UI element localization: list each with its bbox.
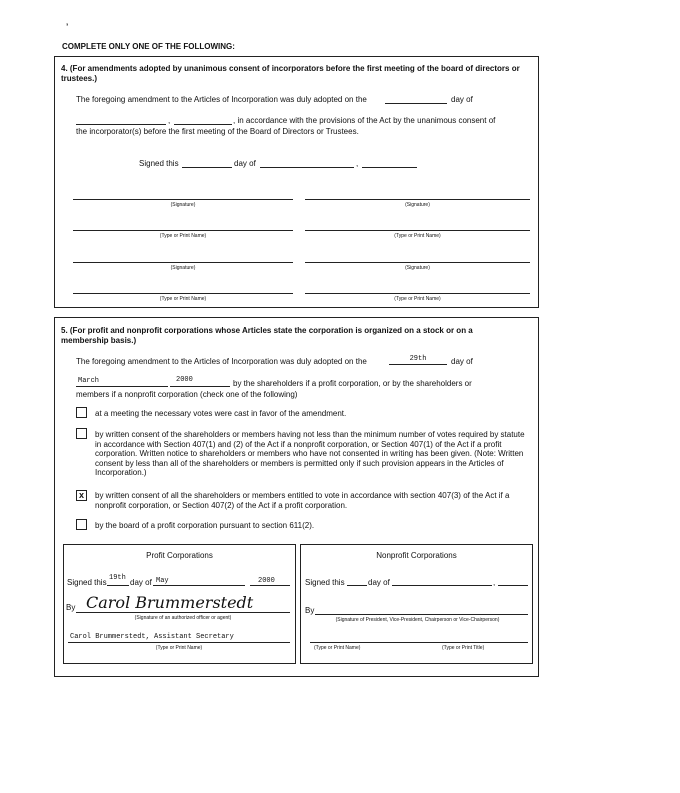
- section-5-month-field: [76, 386, 168, 387]
- section-5-day-field: [389, 364, 447, 365]
- profit-name-line: [68, 642, 290, 643]
- profit-by-label: By: [66, 603, 76, 612]
- nonprofit-name-caption: (Type or Print Name): [314, 645, 361, 651]
- name-line[interactable]: [73, 293, 293, 294]
- section-4-signed-year-field[interactable]: [362, 167, 417, 168]
- profit-month-field: [153, 585, 245, 586]
- section-5-day-value[interactable]: 29th: [409, 355, 427, 363]
- nonprofit-signed-this: Signed this: [305, 578, 345, 587]
- signature-line[interactable]: [73, 262, 293, 263]
- option-checkbox-checked[interactable]: x: [76, 490, 87, 501]
- signature-line[interactable]: [305, 262, 530, 263]
- profit-signature-caption: (Signature of an authorized officer or agent): [134, 615, 232, 621]
- nonprofit-comma: ,: [493, 578, 496, 587]
- option-text: by the board of a profit corporation pursuant to section 611(2).: [95, 521, 315, 530]
- section-4-line2-text: , in accordance with the provisions of the Act by the unanimous consent of: [233, 116, 496, 125]
- section-5-line3-text: members if a nonprofit corporation (check one of the following): [76, 390, 298, 399]
- option-checkbox[interactable]: [76, 428, 87, 439]
- profit-signed-this: Signed this: [67, 578, 107, 587]
- section-4-comma: ,: [168, 116, 171, 125]
- section-4-month-field[interactable]: [76, 124, 166, 125]
- section-5-title: 5. (For profit and nonprofit corporations whose Articles state the corporation is organized on a stock or on a membership basis.): [61, 326, 473, 345]
- signature-caption: (Signature): [405, 265, 430, 271]
- option-checkbox[interactable]: [76, 407, 87, 418]
- name-caption: (Type or Print Name): [159, 296, 207, 302]
- name-caption: (Type or Print Name): [394, 233, 441, 239]
- section-4-line3-text: the incorporator(s) before the first meeting of the Board of Directors or Trustees.: [76, 127, 359, 136]
- section-4-dayof-text: day of: [451, 95, 473, 104]
- nonprofit-signature-caption: (Signature of President, Vice-President, Chairperson or Vice-Chairperson): [335, 617, 500, 623]
- section-4-signed-comma: ,: [356, 159, 359, 168]
- name-caption: (Type or Print Name): [394, 296, 441, 302]
- section-4-signed-day-field[interactable]: [182, 167, 232, 168]
- profit-printed-name[interactable]: Carol Brummerstedt, Assistant Secretary: [70, 633, 234, 641]
- section-5-year-field: [170, 386, 230, 387]
- section-4-signed-month-field[interactable]: [260, 167, 354, 168]
- option-text: by written consent of all the shareholders or members entitled to vote in accordance with section 407(3) of the Act if a nonprofit corporation, or Section 407(2) of the Act if a profit corporation.: [95, 491, 510, 510]
- nonprofit-dayof: day of: [368, 578, 390, 587]
- section-5-dayof-text: day of: [451, 357, 473, 366]
- section-4-signed-this: Signed this: [139, 159, 179, 168]
- section-5-year-value[interactable]: 2000: [176, 376, 193, 384]
- nonprofit-heading: Nonprofit Corporations: [376, 551, 457, 560]
- profit-year-value[interactable]: 2000: [258, 577, 275, 585]
- profit-dayof: day of: [130, 578, 152, 587]
- section-4-day-field[interactable]: [385, 103, 447, 104]
- option-text: by written consent of the shareholders or members having not less than the minimum number of votes required by statute in accordance with Section 407(1) and (2) of the Act if a nonprofit corporation, or Section 407(1) of the Act if a profit corporation. Written notice to shareholders or members who have not consented in writing has been given. (Note: Written consent by less than all of the shareholders or members is permitted only if such provision appears in the Articles of Incorporation.): [95, 430, 525, 477]
- nonprofit-title-caption: (Type or Print Title): [442, 645, 485, 651]
- page-mark: ʼ: [66, 22, 69, 31]
- signature-caption: (Signature): [170, 202, 196, 208]
- signature-line[interactable]: [305, 199, 530, 200]
- section-header: COMPLETE ONLY ONE OF THE FOLLOWING:: [62, 42, 235, 51]
- nonprofit-signature-line[interactable]: [315, 614, 528, 615]
- name-caption: (Type or Print Name): [159, 233, 207, 239]
- profit-year-field: [250, 585, 290, 586]
- signature-caption: (Signature): [170, 265, 196, 271]
- name-line[interactable]: [305, 230, 530, 231]
- section-4-line1-text: The foregoing amendment to the Articles of Incorporation was duly adopted on the: [76, 95, 367, 104]
- option-checkbox[interactable]: [76, 519, 87, 530]
- nonprofit-year-field[interactable]: [498, 585, 528, 586]
- nonprofit-by-label: By: [305, 606, 315, 615]
- profit-name-caption: (Type or Print Name): [155, 645, 203, 651]
- section-5-line1-text: The foregoing amendment to the Articles of Incorporation was duly adopted on the: [76, 357, 367, 366]
- option-text: at a meeting the necessary votes were cast in favor of the amendment.: [95, 409, 347, 418]
- nonprofit-month-field[interactable]: [392, 585, 492, 586]
- profit-signature-line: [76, 612, 290, 613]
- signature-line[interactable]: [73, 199, 293, 200]
- section-4-title: 4. (For amendments adopted by unanimous consent of incorporators before the first meeting of the board of directors or trustees.): [61, 64, 520, 83]
- profit-day-value[interactable]: 19th: [109, 574, 126, 582]
- section-4-signed-dayof: day of: [234, 159, 256, 168]
- section-5-line2-text: by the shareholders if a profit corporation, or by the shareholders or: [233, 379, 472, 388]
- profit-month-value[interactable]: May: [156, 577, 169, 585]
- name-line[interactable]: [73, 230, 293, 231]
- section-4-year-field[interactable]: [174, 124, 232, 125]
- section-5-month-value[interactable]: March: [78, 377, 100, 385]
- nonprofit-day-field[interactable]: [347, 585, 367, 586]
- name-line[interactable]: [305, 293, 530, 294]
- profit-day-field: [107, 585, 129, 586]
- signature-caption: (Signature): [405, 202, 430, 208]
- handwritten-signature: Carol Brummerstedt: [86, 593, 254, 612]
- profit-heading: Profit Corporations: [146, 551, 213, 560]
- nonprofit-name-title-line[interactable]: [310, 642, 528, 643]
